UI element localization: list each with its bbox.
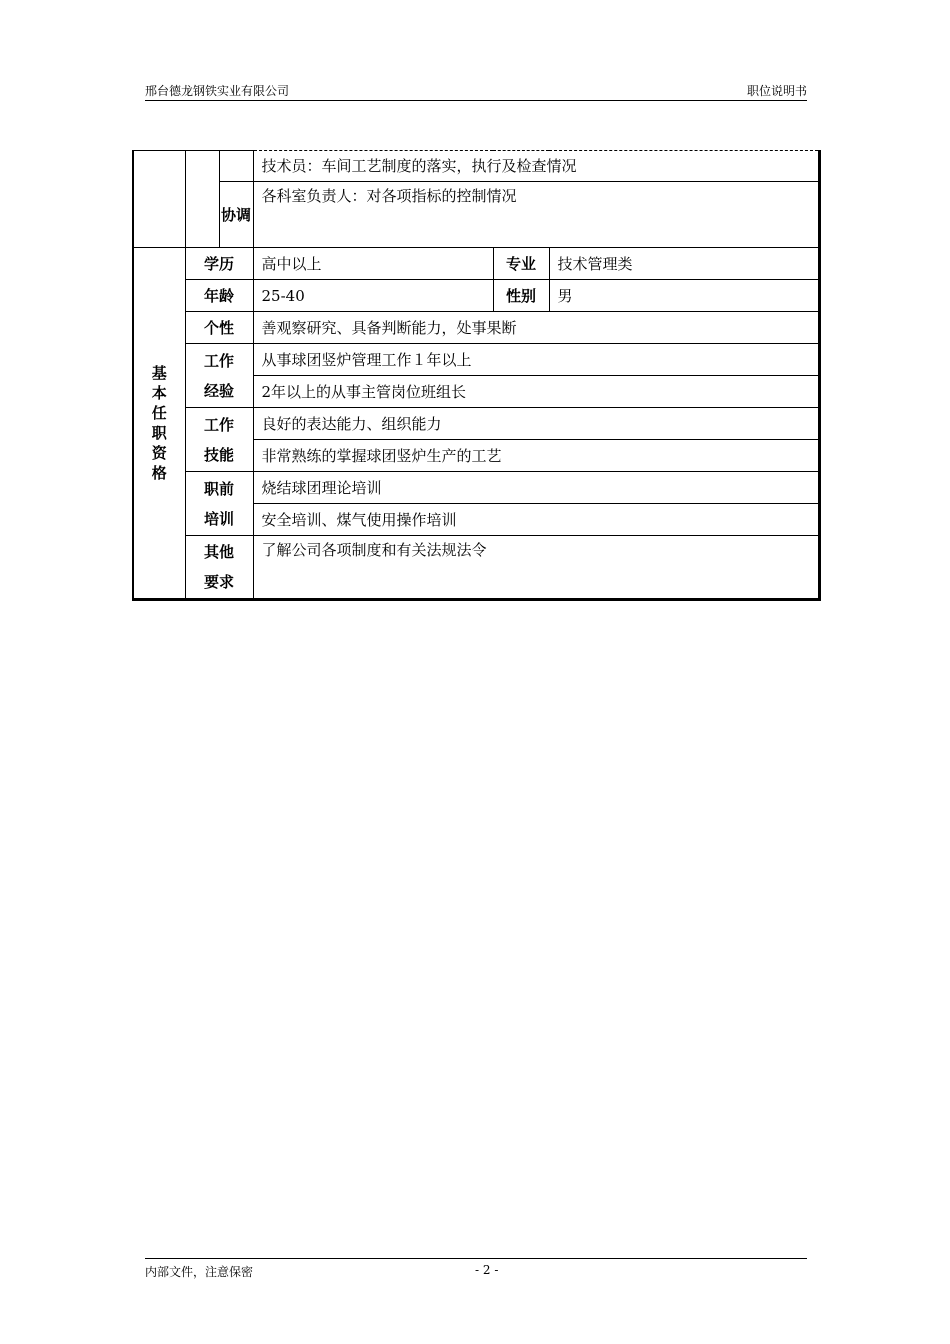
- major-label: 专业: [493, 248, 549, 280]
- coord-blank-cell: [219, 151, 253, 182]
- experience-item-1: 从事球团竖炉管理工作１年以上: [253, 344, 819, 376]
- education-value: 高中以上: [253, 248, 493, 280]
- training-label: 职前培训: [185, 472, 253, 536]
- experience-label: 工作经验: [185, 344, 253, 408]
- gender-value: 男: [549, 280, 819, 312]
- skills-item-2: 非常熟练的掌握球团竖炉生产的工艺: [253, 440, 819, 472]
- education-label: 学历: [185, 248, 253, 280]
- page-footer: [145, 1258, 807, 1279]
- skills-label: 工作技能: [185, 408, 253, 472]
- subsection-cell-empty: [185, 151, 219, 248]
- training-item-2: 安全培训、煤气使用操作培训: [253, 504, 819, 536]
- other-requirements-value: 了解公司各项制度和有关法规法令: [253, 536, 819, 600]
- age-label: 年龄: [185, 280, 253, 312]
- personality-value: 善观察研究、具备判断能力，处事果断: [253, 312, 819, 344]
- training-item-1: 烧结球团理论培训: [253, 472, 819, 504]
- coord-row-2: 各科室负责人：对各项指标的控制情况: [253, 182, 819, 248]
- personality-label: 个性: [185, 312, 253, 344]
- skills-item-1: 良好的表达能力、组织能力: [253, 408, 819, 440]
- gender-label: 性别: [493, 280, 549, 312]
- age-value: 25-40: [253, 280, 493, 312]
- coord-label: 协调: [219, 182, 253, 248]
- qualifications-section-label: 基本任职资格: [133, 248, 185, 600]
- company-name: 邢台德龙钢铁实业有限公司: [145, 84, 290, 98]
- other-requirements-label: 其他要求: [185, 536, 253, 600]
- confidential-notice: 内部文件，注意保密: [145, 1265, 254, 1279]
- coord-row-1: 技术员：车间工艺制度的落实，执行及检查情况: [253, 151, 819, 182]
- document-title: 职位说明书: [746, 84, 807, 98]
- page-number: - 2 -: [475, 1263, 499, 1277]
- page-header: [145, 82, 807, 101]
- section-cell-empty: [133, 151, 185, 248]
- experience-item-2: 2年以上的从事主管岗位班组长: [253, 376, 819, 408]
- major-value: 技术管理类: [549, 248, 819, 280]
- job-description-table: [132, 150, 818, 594]
